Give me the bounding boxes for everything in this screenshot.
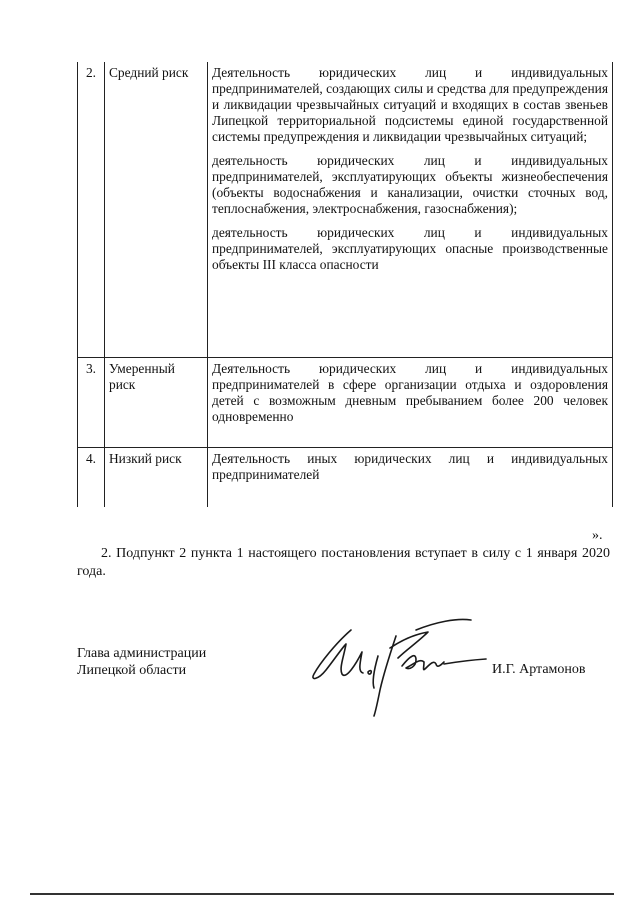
row-number: 2.: [78, 62, 105, 358]
closing-quote: ».: [592, 528, 603, 543]
description-paragraph: Деятельность иных юридических лиц и индивидуальных предпринимателей: [212, 451, 608, 482]
point-2-paragraph: 2. Подпункт 2 пункта 1 настоящего постановления вступает в силу с 1 января 2020 года.: [77, 546, 610, 579]
table-row: [78, 62, 613, 358]
row-number: 4.: [78, 448, 105, 508]
risk-category: Умеренный риск: [105, 358, 208, 448]
risk-description: [208, 358, 613, 448]
description-paragraph: деятельность юридических лиц и индивидуальных предпринимателей, эксплуатирующих объекты жизнеобеспечения (объекты водоснабжения и канализации, очистки сточных вод, теплоснабжения, электроснабжения, газоснабжения);: [212, 153, 608, 216]
table-row: [78, 448, 613, 508]
risk-description: [208, 62, 613, 358]
risk-category-table: [77, 62, 613, 507]
table-row: [78, 358, 613, 448]
signatory-title-line: Липецкой области: [77, 663, 187, 678]
risk-description: [208, 448, 613, 508]
signatory-title: [77, 645, 206, 679]
risk-category: Низкий риск: [105, 448, 208, 508]
signatory-title-line: Глава администрации: [77, 646, 207, 661]
page-bottom-divider: [30, 893, 614, 895]
row-number: 3.: [78, 358, 105, 448]
signatory-name: И.Г. Артамонов: [492, 662, 586, 677]
description-paragraph: деятельность юридических лиц и индивидуальных предпринимателей, эксплуатирующих опасные производственные объекты III класса опасности: [212, 225, 608, 272]
description-paragraph: Деятельность юридических лиц и индивидуальных предпринимателей, создающих силы и средства для предупреждения и ликвидации чрезвычайных ситуаций и входящих в состав звеньев Липецкой территориальной подсистемы единой государственной системы предупреждения и ликвидации чрезвычайных ситуаций;: [212, 65, 608, 144]
description-paragraph: Деятельность юридических лиц и индивидуальных предпринимателей в сфере организации отдыха и оздоровления детей с возможным дневным пребыванием более 200 человек одновременно: [212, 361, 608, 424]
risk-category: Средний риск: [105, 62, 208, 358]
